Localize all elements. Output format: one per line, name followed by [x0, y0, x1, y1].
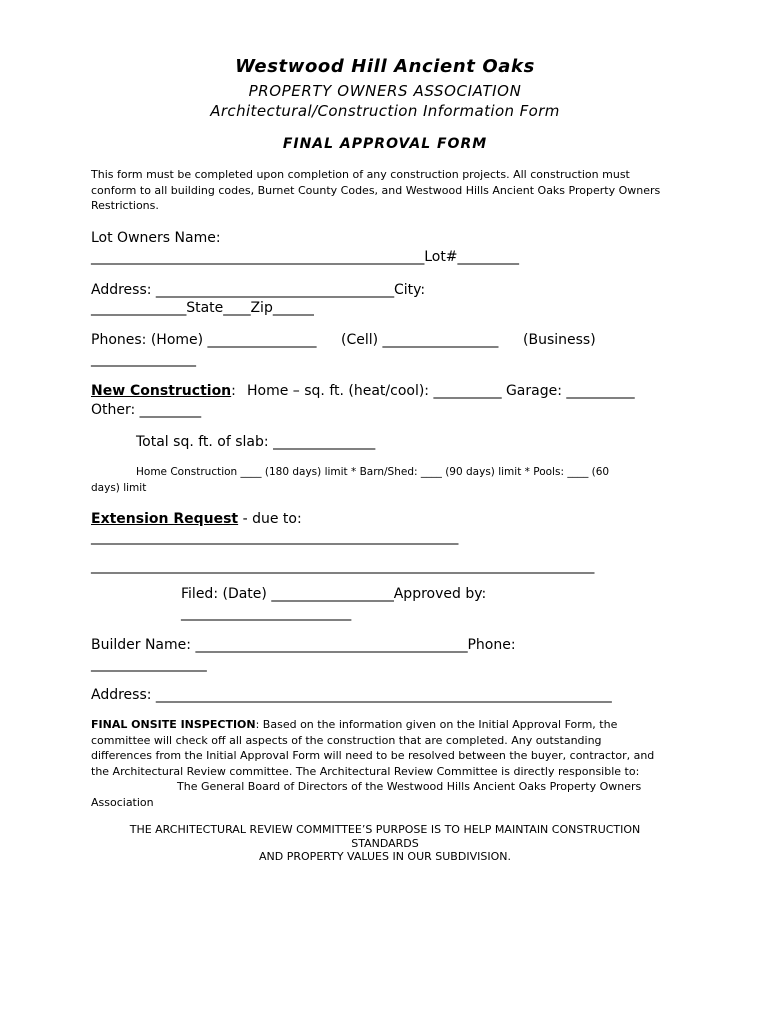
due-to-label: - due to: [238, 511, 302, 527]
inspection-line [91, 717, 617, 733]
home-sqft-label: Home – sq. ft. (heat/cool): [247, 383, 434, 399]
intro-paragraph [91, 167, 691, 214]
org-name: Westwood Hill Ancient Oaks [235, 56, 535, 77]
inspection-line: Association [91, 796, 154, 809]
zip-field[interactable]: ______ [272, 300, 314, 316]
city-state-zip-row [91, 299, 314, 317]
phones-home-label: Phones: (Home) [91, 332, 208, 348]
lot-owners-label: Lot Owners Name: [91, 230, 221, 246]
slab-label: Total sq. ft. of slab: [136, 434, 274, 450]
state-field[interactable]: ____ [223, 300, 251, 316]
extension-request-row [91, 510, 302, 528]
state-label: State [186, 300, 224, 316]
owner-address-row [91, 281, 425, 299]
inspection-line: The General Board of Directors of the Westwood Hills Ancient Oaks Property Owners [177, 780, 642, 793]
cell-phone-label: (Cell) [341, 332, 383, 348]
association-name: PROPERTY OWNERS ASSOCIATION [248, 82, 522, 100]
new-construction-row [91, 382, 236, 400]
business-phone-field[interactable]: _______________ [91, 351, 196, 367]
new-construction-heading: New Construction [91, 383, 232, 399]
builder-phone-field[interactable]: _________________ [91, 656, 207, 672]
filed-date-label: Filed: (Date) [181, 586, 272, 602]
lot-owners-row [91, 248, 519, 266]
lot-owners-name-field[interactable]: _________________________________________________ [91, 249, 425, 265]
owner-address-field[interactable]: ___________________________________ [155, 282, 394, 298]
other-field[interactable]: _________ [139, 402, 201, 418]
cell-phone-field[interactable]: _________________ [382, 332, 499, 348]
approved-by-field[interactable]: _________________________ [181, 605, 352, 621]
zip-label: Zip [250, 300, 273, 316]
inspection-text: : Based on the information given on the Initial Approval Form, the [255, 718, 618, 731]
other-row [91, 401, 201, 419]
builder-address-row [91, 686, 612, 704]
filed-approved-row [181, 585, 486, 603]
builder-address-label: Address: [91, 687, 156, 703]
form-type: Architectural/Construction Information Form [210, 102, 560, 120]
inspection-heading: FINAL ONSITE INSPECTION [91, 718, 256, 731]
home-phone-field[interactable]: ________________ [207, 332, 317, 348]
slab-row [136, 433, 375, 451]
purpose-line: STANDARDS [351, 837, 419, 850]
builder-phone-label: Phone: [467, 637, 516, 653]
owner-address-label: Address: [91, 282, 156, 298]
home-sqft-field[interactable]: __________ [433, 383, 502, 399]
extension-reason-field[interactable]: ______________________________________________________ [91, 529, 459, 545]
construction-limits-line: days) limit [91, 482, 147, 494]
intro-line: This form must be completed upon completion of any construction projects. All construction must [91, 168, 630, 181]
builder-name-field[interactable]: ________________________________________ [195, 637, 468, 653]
builder-address-field[interactable]: ___________________________________________________________________ [155, 687, 612, 703]
city-field[interactable]: ______________ [91, 300, 187, 316]
intro-line: Restrictions. [91, 199, 159, 212]
builder-row [91, 636, 516, 654]
extension-reason-field-2[interactable]: __________________________________________________________________________ [91, 558, 595, 574]
business-phone-label: (Business) [523, 332, 596, 348]
purpose-line: THE ARCHITECTURAL REVIEW COMMITTEE’S PURPOSE IS TO HELP MAINTAIN CONSTRUCTION [129, 823, 641, 836]
inspection-line: committee will check off all aspects of the construction that are completed. Any outstanding [91, 734, 602, 747]
approved-by-label: Approved by: [393, 586, 487, 602]
filed-date-field[interactable]: __________________ [271, 586, 394, 602]
extension-request-heading: Extension Request [91, 511, 239, 527]
heading-colon: : [231, 383, 236, 399]
inspection-line: the Architectural Review committee. The Architectural Review Committee is directly responsible to: [91, 765, 640, 778]
construction-limits-line: Home Construction ____ (180 days) limit * Barn/Shed: ____ (90 days) limit * Pools: ____ (60 [136, 466, 610, 478]
home-garage-row [247, 382, 634, 400]
garage-label: Garage: [501, 383, 567, 399]
purpose-line: AND PROPERTY VALUES IN OUR SUBDIVISION. [259, 850, 511, 863]
builder-name-label: Builder Name: [91, 637, 196, 653]
inspection-line: differences from the Initial Approval Form will need to be resolved between the buyer, contractor, and [91, 749, 655, 762]
phones-row [91, 331, 316, 349]
city-label: City: [393, 282, 426, 298]
lot-number-label: Lot# [424, 249, 458, 265]
cell-phone-group [341, 331, 498, 349]
intro-line: conform to all building codes, Burnet County Codes, and Westwood Hills Ancient Oaks Property Owners [91, 183, 661, 197]
lot-number-field[interactable]: _________ [457, 249, 519, 265]
slab-field[interactable]: _______________ [273, 434, 376, 450]
form-title: FINAL APPROVAL FORM [282, 136, 488, 152]
garage-field[interactable]: __________ [566, 383, 635, 399]
other-label: Other: [91, 402, 140, 418]
